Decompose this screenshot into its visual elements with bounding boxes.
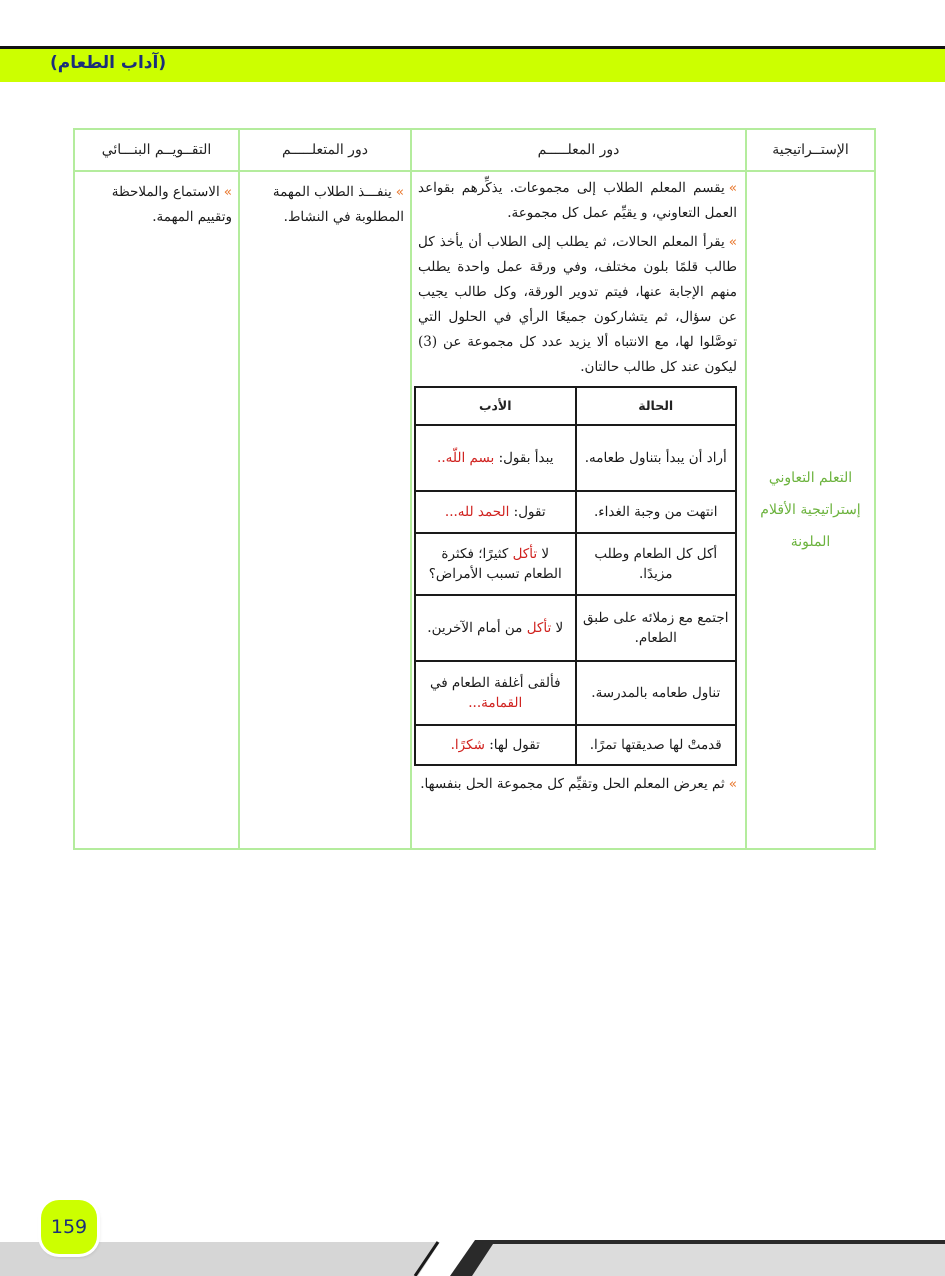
- etiquette-cell: لا تأكل من أمام الآخرين.: [415, 595, 576, 661]
- etiquette-cell: فألقى أغلفة الطعام في القمامة...: [415, 661, 576, 725]
- etiquette-cell: يبدأ بقول: بسم اللّه..: [415, 425, 576, 491]
- evaluation-text: الاستماع والملاحظة وتقييم المهمة.: [111, 184, 232, 225]
- teacher-paragraph: »يقسم المعلم الطلاب إلى مجموعات. يذكِّرهم بقواعد العمل التعاوني، و يقيِّم عمل كل مجموعة.: [418, 180, 737, 221]
- bullet-icon: »: [223, 184, 232, 200]
- teacher-paragraph: »يقرأ المعلم الحالات، ثم يطلب إلى الطلاب أن يأخذ كل طالب قلمًا بلون مختلف، وفي ورقة عمل واحدة يطلب منهم الإجابة عنها، فيتم تدوير الورقة، وكل طالب يجيب عن سؤال، ثم يتشاركون جميعًا الرأي في الحلول التي توصَّلوا لها، مع الانتباه ألا يزيد عدد كل مجموعة عن (3) ليكون عند كل طالب حالتان.: [418, 234, 737, 375]
- cases-header-row: [415, 387, 736, 425]
- table-body-row: [74, 171, 875, 849]
- footer-decoration: [0, 1230, 945, 1276]
- case-row: [415, 661, 736, 725]
- evaluation-cell: [74, 171, 239, 849]
- table-header-row: [74, 129, 875, 171]
- bullet-icon: »: [728, 776, 737, 792]
- page-number-badge: 159: [41, 1200, 97, 1254]
- case-row: [415, 725, 736, 765]
- lesson-plan-table: [73, 128, 876, 850]
- etiquette-cell: لا تأكل كثيرًا؛ فكثرة الطعام تسبب الأمراض؟: [415, 533, 576, 595]
- header-learner-role: دور المتعلـــــم: [239, 129, 411, 171]
- case-cell: اجتمع مع زملائه على طبق الطعام.: [576, 595, 737, 661]
- header-formative-evaluation: التقــويــم البنـــائي: [74, 129, 239, 171]
- cases-header-case: الحالة: [576, 387, 737, 425]
- bullet-icon: »: [728, 234, 737, 250]
- etiquette-cell: تقول لها: شكرًا.: [415, 725, 576, 765]
- case-cell: أكل كل الطعام وطلب مزيدًا.: [576, 533, 737, 595]
- header-strategy: الإستــراتيجية: [746, 129, 875, 171]
- case-cell: تناول طعامه بالمدرسة.: [576, 661, 737, 725]
- strategy-cell: [746, 171, 875, 849]
- teacher-role-cell: [411, 171, 746, 849]
- case-row: [415, 425, 736, 491]
- cases-header-etiquette: الأدب: [415, 387, 576, 425]
- strategy-line: التعلم التعاوني: [768, 470, 853, 486]
- case-row: [415, 533, 736, 595]
- teacher-paragraph: »ثم يعرض المعلم الحل وتقيِّم كل مجموعة الحل بنفسها.: [420, 776, 737, 792]
- learner-role-cell: [239, 171, 411, 849]
- case-cell: انتهت من وجبة الغداء.: [576, 491, 737, 533]
- case-cell: أراد أن يبدأ بتناول طعامه.: [576, 425, 737, 491]
- cases-table: [414, 386, 737, 766]
- strategy-line: إستراتيجية الأقلام: [760, 502, 861, 518]
- learner-text: ينفـــذ الطلاب المهمة المطلوبة في النشاط.: [272, 184, 404, 225]
- etiquette-cell: تقول: الحمد لله...: [415, 491, 576, 533]
- bullet-icon: »: [728, 180, 737, 196]
- bullet-icon: »: [395, 184, 404, 200]
- case-row: [415, 491, 736, 533]
- header-bar: [0, 46, 945, 82]
- header-teacher-role: دور المعلـــــم: [411, 129, 746, 171]
- strategy-line: الملونة: [790, 534, 831, 550]
- lesson-title: (آداب الطعام): [50, 53, 167, 73]
- case-row: [415, 595, 736, 661]
- case-cell: قدمتْ لها صديقتها تمرًا.: [576, 725, 737, 765]
